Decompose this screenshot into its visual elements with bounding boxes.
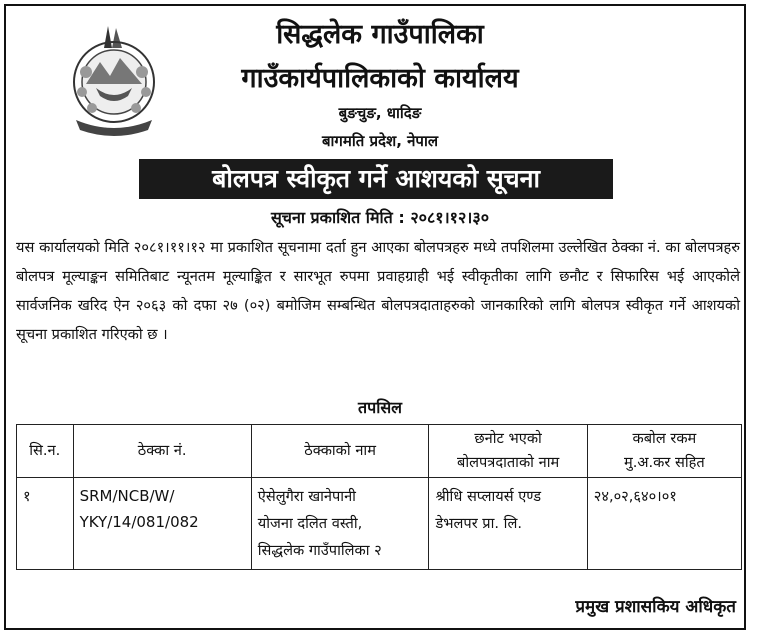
table-header-row [17, 425, 742, 478]
cell-amount: २४,०२,६४०।०१ [587, 478, 741, 570]
contract-name-line3: सिद्धलेक गाउँपालिका २ [257, 542, 382, 559]
cell-sn: १ [17, 478, 74, 570]
header-contract-no: ठेक्का नं. [73, 425, 251, 478]
contract-name-line1: ऐसेलुगैरा खानेपानी [257, 488, 356, 505]
table-row [17, 478, 742, 570]
notice-title: बोलपत्र स्वीकृत गर्ने आशयको सूचना [139, 159, 613, 199]
contract-no-line1: SRM/NCB/W/ [79, 487, 175, 505]
header-bidder-line2: बोलपत्रदाताको नाम [456, 454, 560, 471]
header-bidder-line1: छनोट भएको [474, 430, 542, 447]
office-province: बागमति प्रदेश, नेपाल [321, 132, 439, 150]
cell-contract-no [73, 478, 251, 570]
contract-no-line2: YKY/14/081/082 [79, 513, 199, 531]
header-amount-line2: मु.अ.कर सहित [624, 454, 705, 471]
municipality-name: सिद्धलेक गाउँपालिका [276, 19, 484, 50]
office-location: बुङचुङ, धादिङ [338, 104, 422, 122]
table-title: तपसिल [357, 398, 403, 417]
cell-bidder [429, 478, 587, 570]
header-amount [587, 425, 741, 478]
header-bidder [429, 425, 587, 478]
publish-date: सूचना प्रकाशित मिति : २०८१।१२।३० [270, 208, 490, 227]
signatory-title: प्रमुख प्रशासकिय अधिकृत [575, 597, 736, 617]
bidder-line2: डेभलपर प्रा. लि. [435, 515, 522, 532]
cell-contract-name [251, 478, 429, 570]
bidder-line1: श्रीधि सप्लायर्स एण्ड [435, 488, 542, 505]
header-sn: सि.न. [17, 425, 74, 478]
contract-name-line2: योजना दलित वस्ती, [257, 515, 363, 532]
header-amount-line1: कबोल रकम [632, 430, 697, 447]
notice-body-text: यस कार्यालयको मिति २०८१।११।१२ मा प्रकाशित सूचनामा दर्ता हुन आएका बोलपत्रहरु मध्ये तपशिलमा उल्लेखित ठेक्का नं. का बोलपत्रहरु बोलपत्र मूल्याङ्कन समितिबाट न्यूनतम मूल्याङ्कित र सारभूत रुपमा प्रवाहग्राही भई स्वीकृतीका लागि छनौट र सिफारिस भई आएकोले सार्वजनिक खरिद ऐन २०६३ को दफा २७ (०२) बमोजिम सम्बन्धित बोलपत्रदाताहरुको जानकारिको लागि बोलपत्र स्वीकृत गर्ने आशयको सूचना प्रकाशित गरिएको छ । [16, 239, 740, 343]
header-contract-name: ठेक्काको नाम [251, 425, 429, 478]
bid-table [16, 424, 742, 570]
notice-body [16, 233, 740, 349]
office-name: गाउँकार्यपालिकाको कार्यालय [241, 63, 519, 94]
